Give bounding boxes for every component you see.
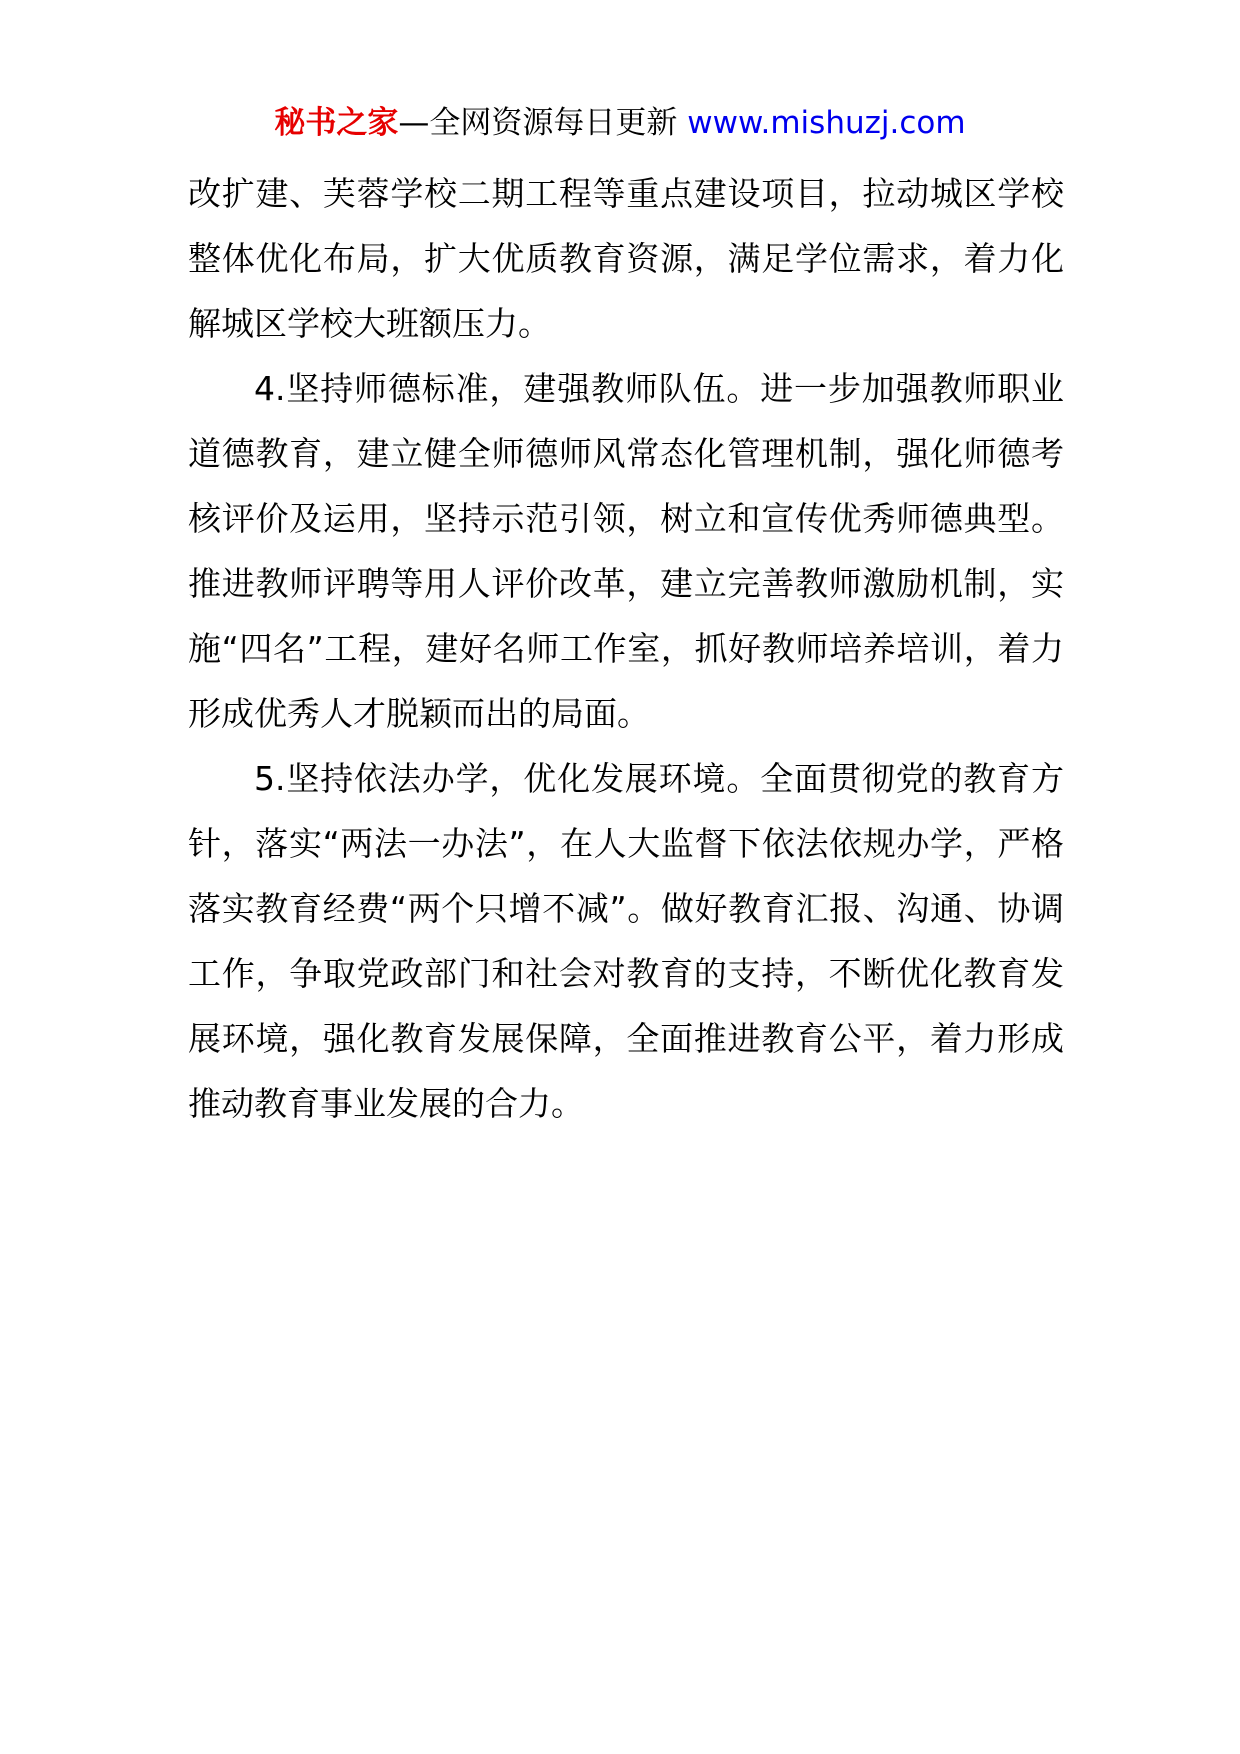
brand-name: 秘书之家: [274, 105, 399, 141]
header-slogan: —全网资源每日更新: [398, 105, 678, 141]
site-url-link[interactable]: www.mishuzj.com: [687, 105, 966, 141]
paragraph-continued: 改扩建、芙蓉学校二期工程等重点建设项目，拉动城区学校整体优化布局，扩大优质教育资源，满足学位需求，着力化解城区学校大班额压力。: [188, 174, 1064, 343]
paragraph-teacher-ethics: 4.坚持师德标准，建强教师队伍。进一步加强教师职业道德教育，建立健全师德师风常态化管理机制，强化师德考核评价及运用，坚持示范引领，树立和宣传优秀师德典型。推进教师评聘等用人评价改革，建立完善教师激励机制，实施“四名”工程，建好名师工作室，抓好教师培养培训，着力形成优秀人才脱颖而出的局面。: [188, 369, 1064, 733]
site-header: [0, 100, 1240, 146]
paragraph-law-based-schooling: 5.坚持依法办学，优化发展环境。全面贯彻党的教育方针，落实“两法一办法”，在人大监督下依法依规办学，严格落实教育经费“两个只增不减”。做好教育汇报、沟通、协调工作，争取党政部门和社会对教育的支持，不断优化教育发展环境，强化教育发展保障，全面推进教育公平，着力形成推动教育事业发展的合力。: [188, 759, 1064, 1123]
document-body: [188, 161, 1064, 1136]
